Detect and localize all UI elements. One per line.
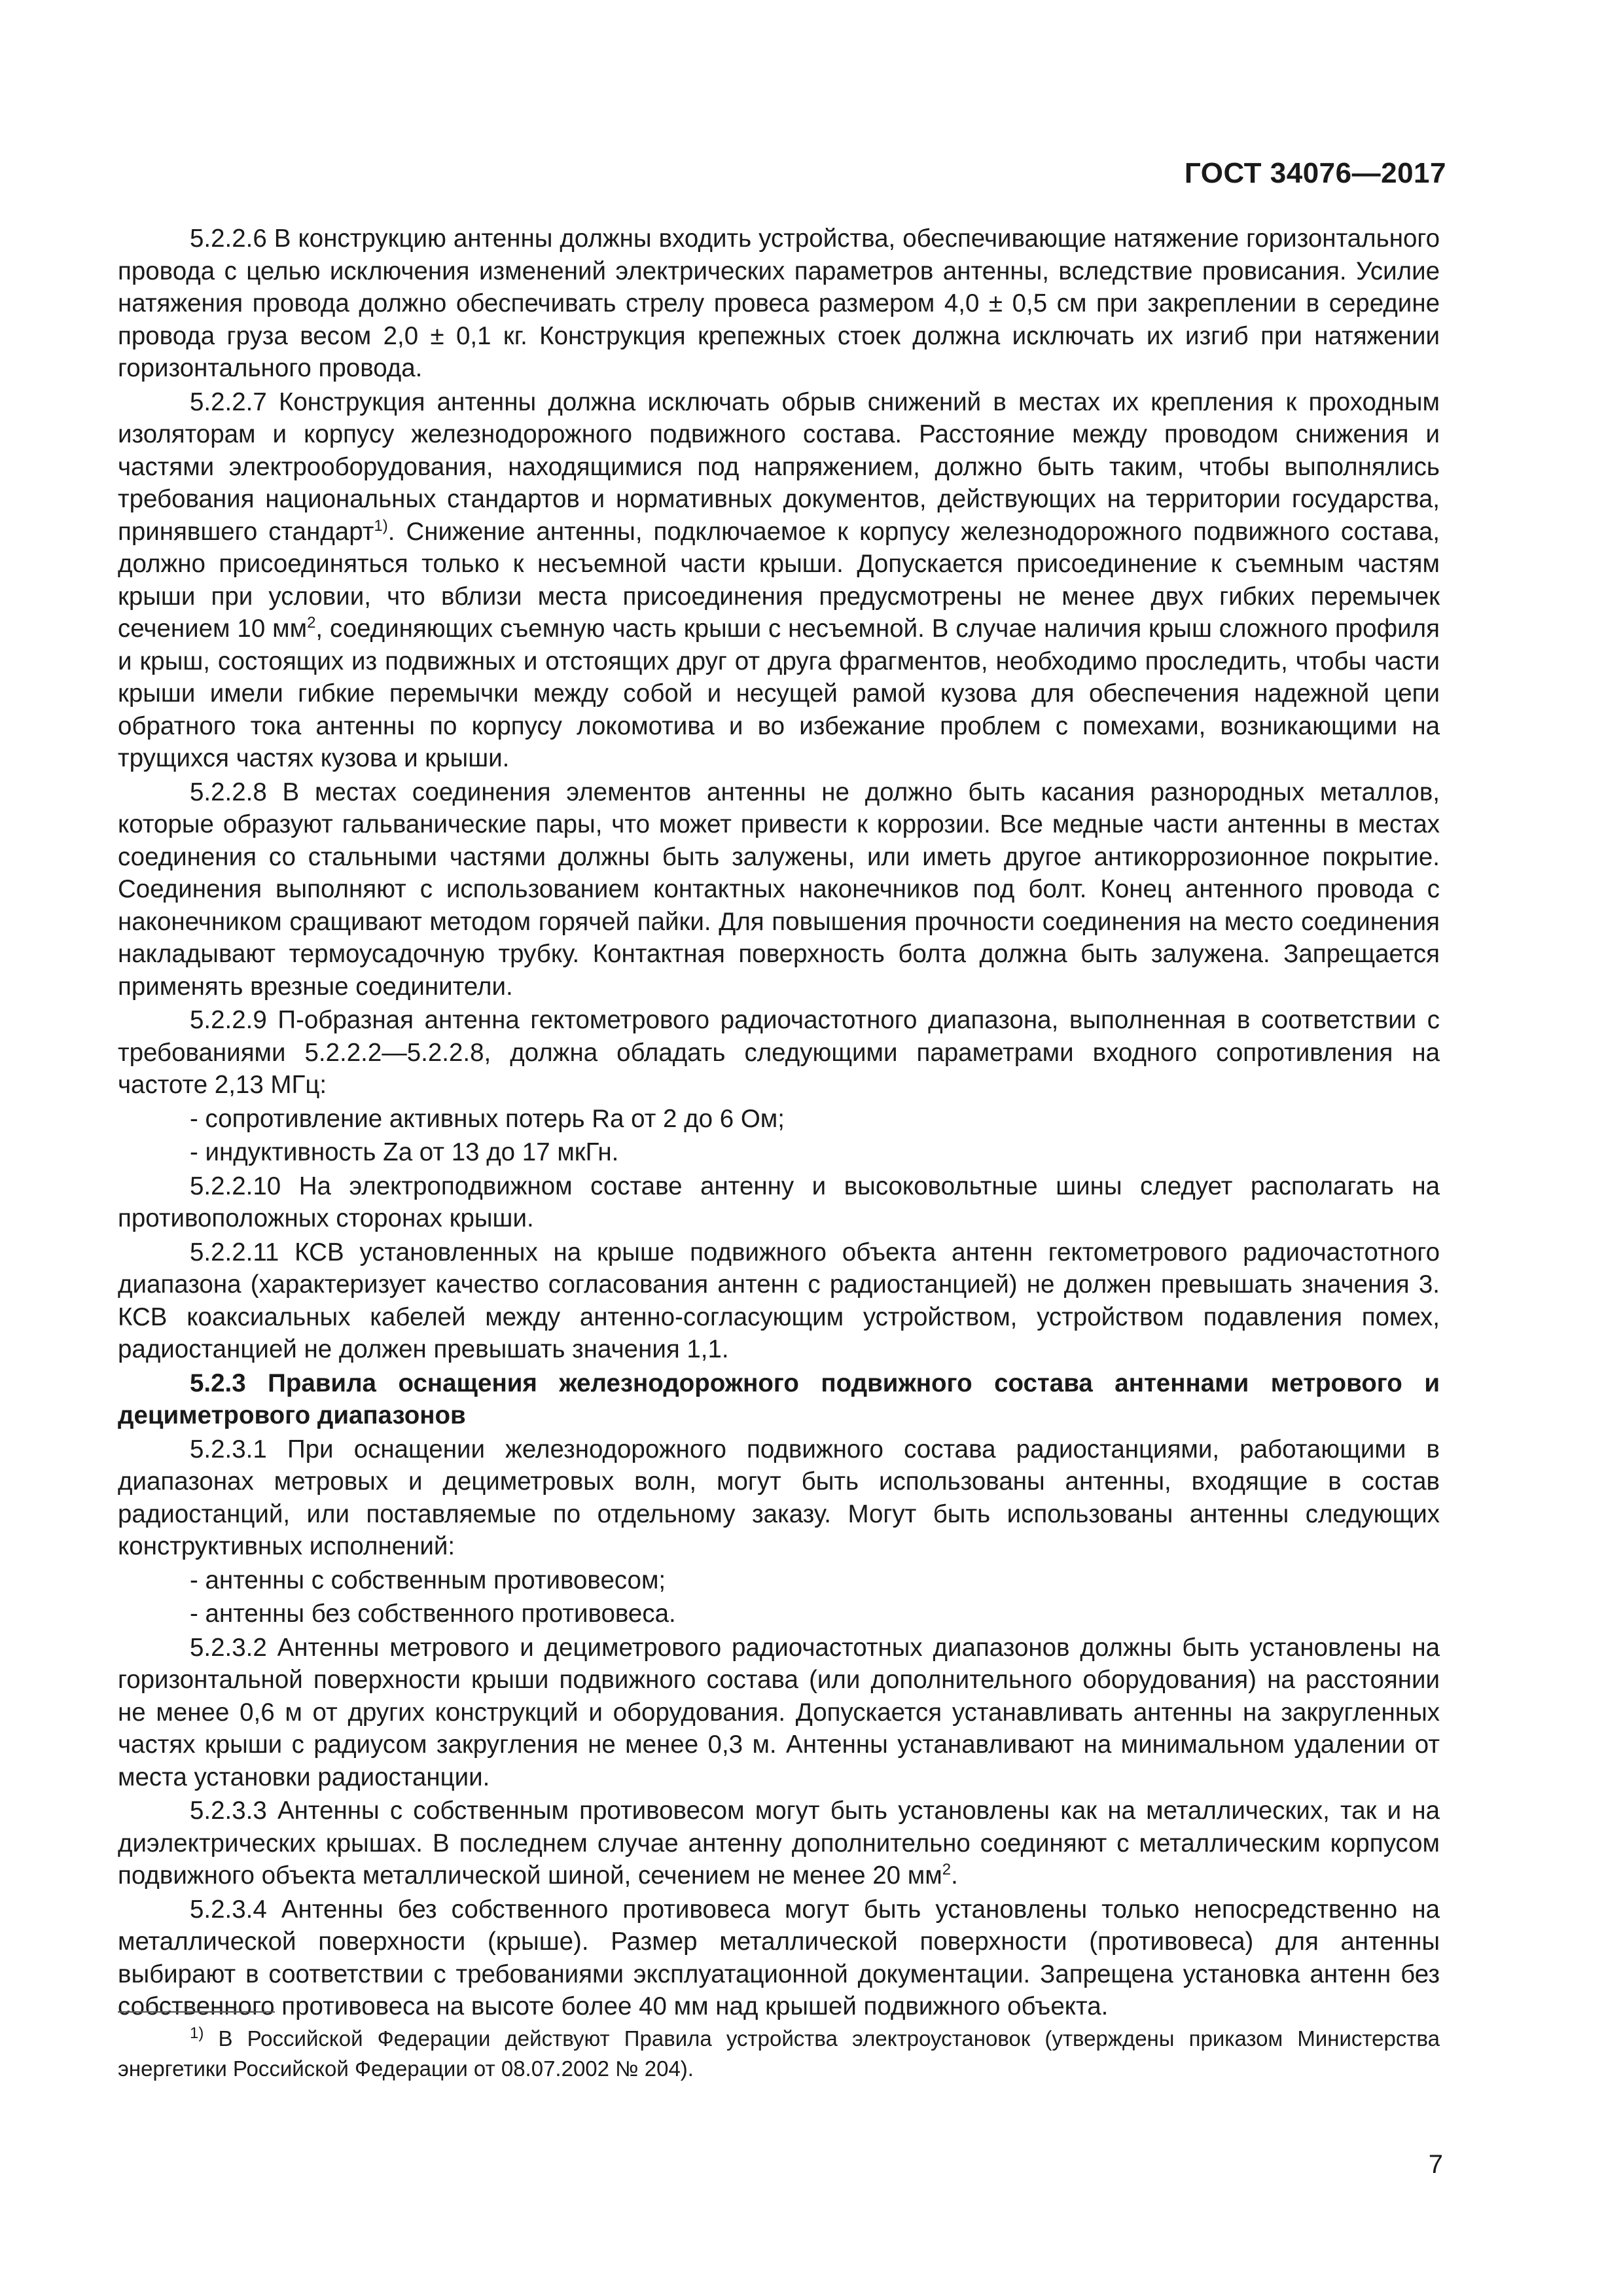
paragraph-5-2-2-10 xyxy=(118,1170,1440,1235)
page-number: 7 xyxy=(1428,2150,1443,2179)
footnote-marker: 1) xyxy=(190,2024,204,2042)
list-item: - антенны с собственным противовесом; xyxy=(190,1566,666,1594)
clause-number: 5.2.2.11 xyxy=(190,1238,279,1266)
paragraph-text: Антенны с собственным противовесом могут быть установлены как на металлических, так и на диэлектрических крышах. В последнем случае антенну дополнительно соединяют с металлическим корпусом подвижного объекта металлической шиной, сечением не менее 20 мм xyxy=(118,1797,1440,1890)
list-item: - индуктивность Za от 13 до 17 мкГн. xyxy=(190,1138,619,1166)
paragraph-text: При оснащении железнодорожного подвижного состава радиостанциями, работающими в диапазонах метровых и дециметровых волн, могут быть использованы антенны, входящие в состав радиостанций, или поставляемые по отдельному заказу. Могут быть использованы антенны следующих конструктивных исполнений: xyxy=(118,1435,1440,1560)
superscript-2: 2 xyxy=(307,614,316,632)
paragraph-text: , соединяющих съемную часть крыши с несъемной. В случае наличия крыш сложного профиля и крыш, состоящих из подвижных и отстоящих друг от друга фрагментов, необходимо проследить, чтобы части крыши имели гибкие перемычки между собой и несущей рамой кузова для обеспечения надежной цепи обратного тока антенны по корпусу локомотива и во избежание проблем с помехами, возникающими на трущихся частях кузова и крыши. xyxy=(118,615,1440,772)
paragraph-5-2-3-3 xyxy=(118,1795,1440,1892)
paragraph-5-2-2-9 xyxy=(118,1004,1440,1102)
paragraph-5-2-3-2 xyxy=(118,1632,1440,1794)
clause-number: 5.2.2.8 xyxy=(190,778,267,806)
paragraph-text: Конструкция антенны должна исключать обрыв снижений в местах их крепления к проходным изоляторам и корпусу железнодорожного подвижного состава. Расстояние между проводом снижения и частями электрооборудования, находящимися под напряжением, должно быть таким, чтобы выполнялись требования национальных стандартов и нормативных документов, действующих на территории государства, принявшего стандарт xyxy=(118,387,1440,546)
paragraph-5-2-2-6 xyxy=(118,223,1440,385)
clause-number: 5.2.3.2 xyxy=(190,1633,267,1662)
paragraph-text: На электроподвижном составе антенну и высоковольтные шины следует располагать на противоположных сторонах крыши. xyxy=(118,1172,1440,1232)
clause-number: 5.2.2.10 xyxy=(190,1172,281,1200)
paragraph-text: В конструкцию антенны должны входить устройства, обеспечивающие натяжение горизонтального провода с целью исключения изменений электрических параметров антенны, вследствие провисания. Усилие натяжения провода должно обеспечивать стрелу провеса размером 4,0 ± 0,5 см при закреплении в середине провода груза весом 2,0 ± 0,1 кг. Конструкция крепежных стоек должна исключать их изгиб при натяжении горизонтального провода. xyxy=(118,224,1440,382)
clause-number: 5.2.2.9 xyxy=(190,1006,267,1034)
paragraph-5-2-3-1 xyxy=(118,1433,1440,1563)
list-item: - антенны без собственного противовеса. xyxy=(190,1600,676,1628)
paragraph-text: П-образная антенна гектометрового радиочастотного диапазона, выполненная в соответствии с требованиями 5.2.2.2—5.2.2.8, должна обладать следующими параметрами входного сопротивления на частоте 2,13 МГц: xyxy=(118,1006,1440,1099)
paragraph-text: . xyxy=(951,1861,958,1890)
paragraph-5-2-2-8 xyxy=(118,776,1440,1003)
paragraph-5-2-2-7 xyxy=(118,386,1440,775)
clause-number: 5.2.3.1 xyxy=(190,1435,267,1463)
document-body xyxy=(118,223,1440,2024)
paragraph-5-2-2-11 xyxy=(118,1236,1440,1366)
clause-number: 5.2.2.6 xyxy=(190,224,267,253)
paragraph-text: . Снижение антенны, подключаемое к корпусу железнодорожного подвижного состава, должно присоединяться только к несъемной части крыши. Допускается присоединение к съемным частям крыши при условии, что вблизи места присоединения предусмотрены не менее двух гибких перемычек сечением 10 мм xyxy=(118,517,1440,643)
paragraph-text: В местах соединения элементов антенны не должно быть касания разнородных металлов, которые образуют гальванические пары, что может привести к коррозии. Все медные части антенны в местах соединения со стальными частями должны быть залужены, или иметь другое антикоррозионное покрытие. Соединения выполняют с использованием контактных наконечников под болт. Конец антенного провода с наконечником сращивают методом горячей пайки. Для повышения прочности соединения на место соединения накладывают термоусадочную трубку. Контактная поверхность болта должна быть залужена. Запрещается применять врезные соединители. xyxy=(118,778,1440,1001)
paragraph-text: Антенны метрового и дециметрового радиочастотных диапазонов должны быть установлены на горизонтальной поверхности крыши подвижного состава (или дополнительного оборудования) на расстоянии не менее 0,6 м от других конструкций и оборудования. Допускается устанавливать антенны на закругленных частях крыши с радиусом закругления не менее 0,3 м. Антенны устанавливают на минимальном удалении от места установки радиостанции. xyxy=(118,1633,1440,1791)
clause-number: 5.2.3.4 xyxy=(190,1895,267,1924)
footnote-divider xyxy=(118,2011,275,2013)
list-item: - сопротивление активных потерь Ra от 2 до 6 Ом; xyxy=(190,1104,785,1133)
paragraph-text: КСВ установленных на крыше подвижного объекта антенн гектометрового радиочастотного диапазона (характеризует качество согласования антенн с радиостанцией) не должен превышать значения 3. КСВ коаксиальных кабелей между антенно-согласующим устройством, устройством подавления помех, радиостанцией не должен превышать значения 1,1. xyxy=(118,1238,1440,1363)
footnote-text: В Российской Федерации действуют Правила устройства электроустановок (утверждены приказом Министерства энергетики Российской Федерации от 08.07.2002 № 204). xyxy=(118,2026,1440,2081)
paragraph-text: Антенны без собственного противовеса могут быть установлены только непосредственно на металлической поверхности (крыше). Размер металлической поверхности (противовеса) для антенны выбирают в соответствии с требованиями эксплуатационной документации. Запрещена установка антенн без собственного противовеса на высоте более 40 мм над крышей подвижного объекта. xyxy=(118,1895,1440,2020)
document-header: ГОСТ 34076—2017 xyxy=(1184,157,1446,189)
footnote-reference: 1) xyxy=(374,516,388,535)
footnote xyxy=(118,2024,1440,2084)
paragraph-5-2-3-4 xyxy=(118,1893,1440,2023)
superscript-2: 2 xyxy=(942,1861,952,1879)
clause-number: 5.2.2.7 xyxy=(190,387,267,416)
clause-number: 5.2.3.3 xyxy=(190,1797,267,1825)
section-heading-5-2-3: 5.2.3 Правила оснащения железнодорожного подвижного состава антеннами метрового и дециметрового диапазонов xyxy=(118,1369,1440,1429)
